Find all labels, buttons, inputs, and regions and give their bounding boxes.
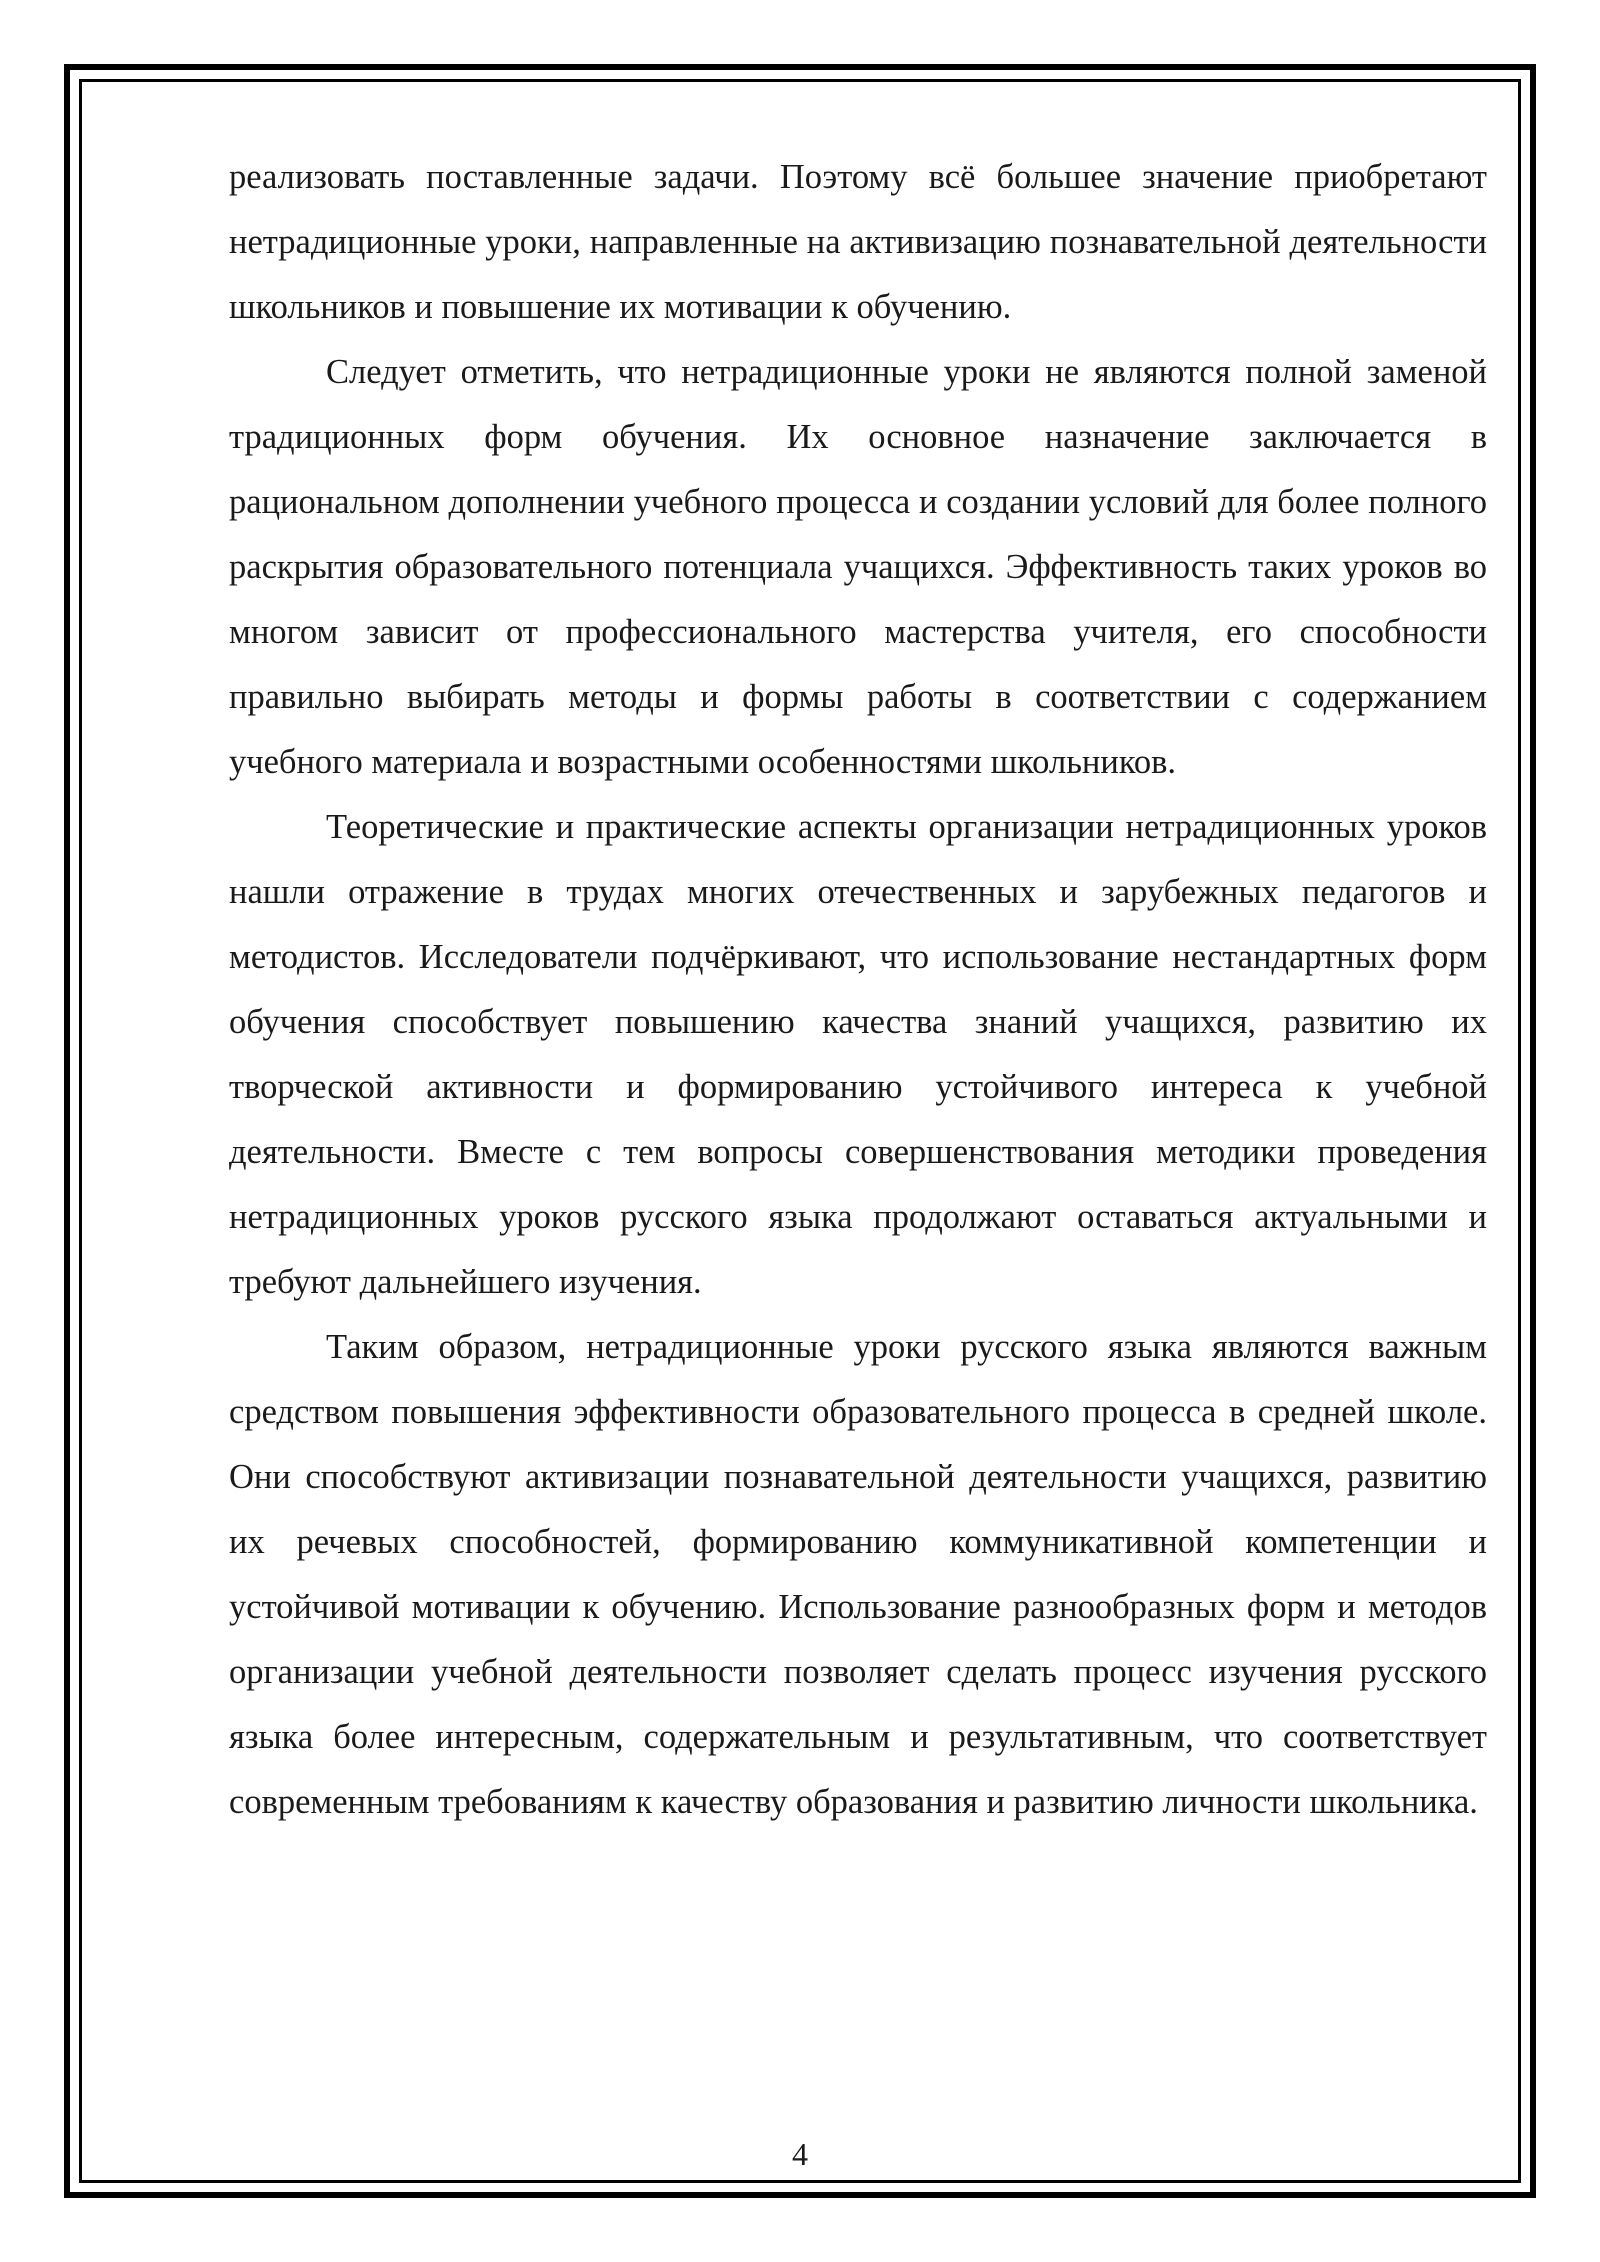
page-number: 4	[792, 2136, 808, 2172]
paragraph-2: Следует отметить, что нетрадиционные уроки не являются полной заменой традиционных форм обучения. Их основное назначение заключается в рациональном дополнении учебного процесса и создании условий для более полного раскрытия образовательного потенциала учащихся. Эффективность таких уроков во многом зависит от профессионального мастерства учителя, его способности правильно выбирать методы и формы работы в соответствии с содержанием учебного материала и возрастными особенностями школьников.	[229, 353, 1487, 781]
paragraph-3: Теоретические и практические аспекты организации нетрадиционных уроков нашли отражение в трудах многих отечественных и зарубежных педагогов и методистов. Исследователи подчёркивают, что использование нестандартных форм обучения способствует повышению качества знаний учащихся, развитию их творческой активности и формированию устойчивого интереса к учебной деятельности. Вместе с тем вопросы совершенствования методики проведения нетрадиционных уроков русского языка продолжают оставаться актуальными и требуют дальнейшего изучения.	[229, 808, 1487, 1301]
paragraph-4: Таким образом, нетрадиционные уроки русского языка являются важным средством повышения эффективности образовательного процесса в средней школе. Они способствуют активизации познавательной деятельности учащихся, развитию их речевых способностей, формированию коммуникативной компетенции и устойчивой мотивации к обучению. Использование разнообразных форм и методов организации учебной деятельности позволяет сделать процесс изучения русского языка более интересным, содержательным и результативным, что соответствует современным требованиям к качеству образования и развитию личности школьника.	[229, 1328, 1487, 1821]
document-body	[229, 145, 1487, 1835]
paragraph-1: реализовать поставленные задачи. Поэтому всё большее значение приобретают нетрадиционные уроки, направленные на активизацию познавательной деятельности школьников и повышение их мотивации к обучению.	[229, 158, 1487, 326]
